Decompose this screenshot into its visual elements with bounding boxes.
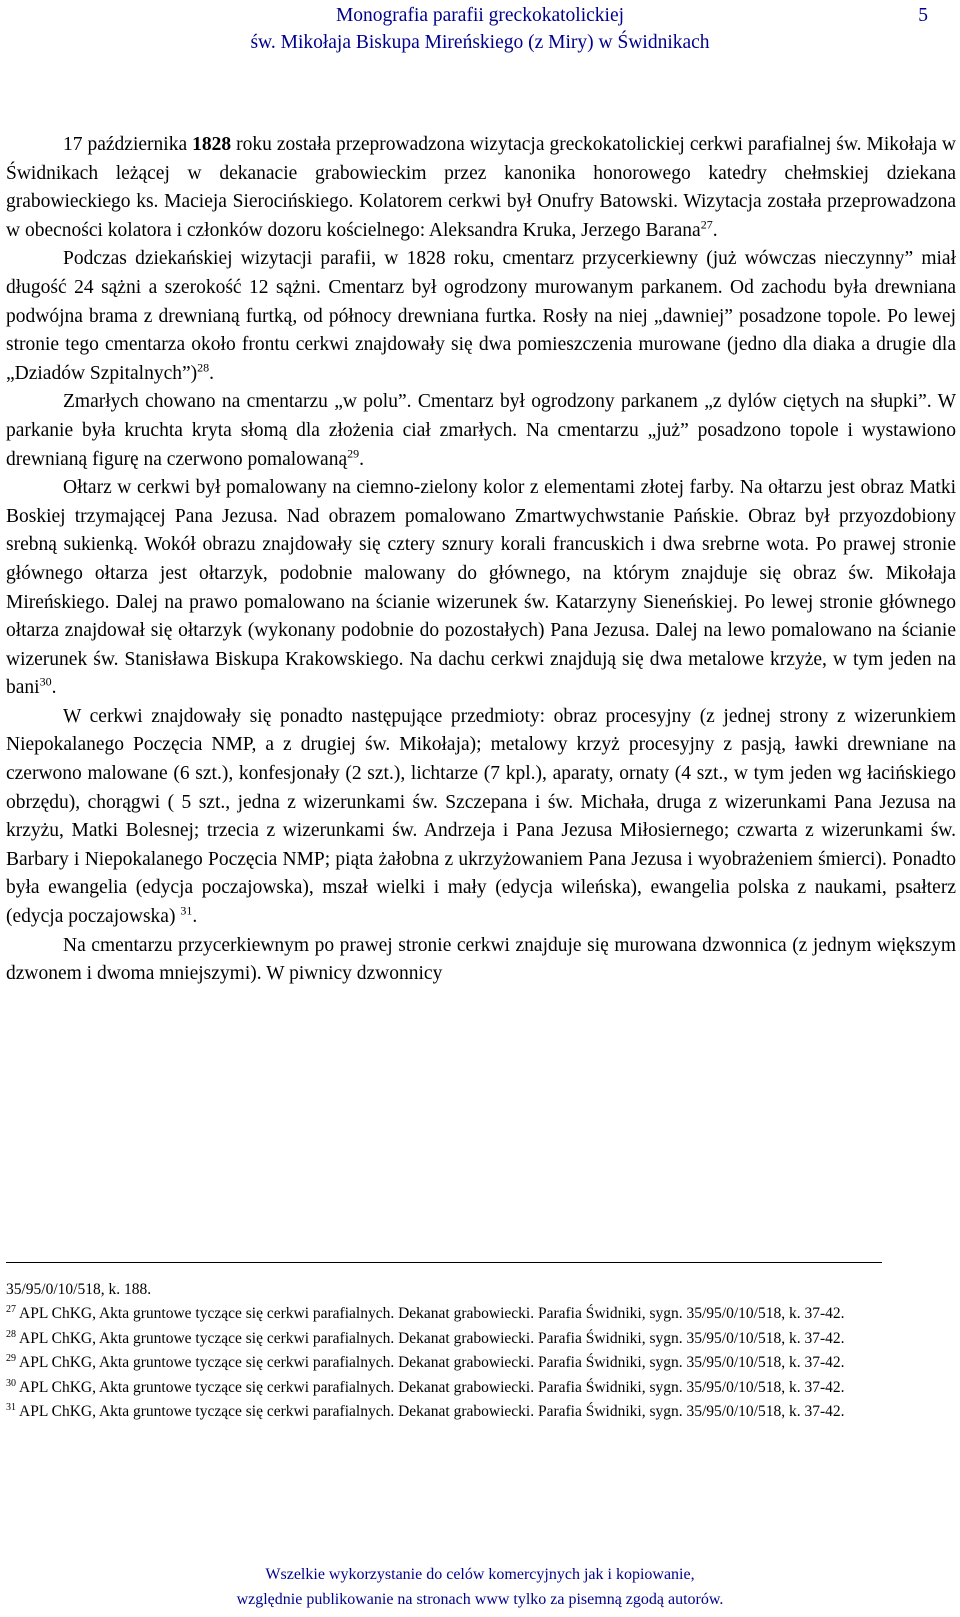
page-header (0, 0, 960, 64)
p3-text-a: Zmarłych chowano na cmentarzu „w polu”. Cmentarz był ogrodzony parkanem „z dylów ciętych na słupki”. W parkanie była kruchta kryta słomą dla złożenia ciał zmarłych. Na cmentarzu „już” posadzono topole i wystawiono drewnianą figurę na czerwono pomalowaną (6, 391, 956, 470)
p2-text-a: Podczas dziekańskiej wizytacji parafii, w 1828 roku, cmentarz przycerkiewny (już wówczas nieczynny” miał długość 24 sążni a szerokość 12 sążni. Cmentarz był ogrodzony murowanym parkanem. Od zachodu była drewniana podwójna brama z drewnianą furtką, od północy drewniana furtka. Rosły na niej „dawniej” posadzone topole. Po lewej stronie tego cmentarza około frontu cerkwi znajdowały się dwa pomieszczenia murowane (jedno dla diaka a drugie dla „Dziadów Szpitalnych”) (6, 248, 956, 384)
p3-text-b: . (359, 448, 364, 470)
p4-text-b: . (51, 677, 57, 699)
footnote-ref-29[interactable]: 29 (347, 446, 360, 461)
p2-text-b: . (209, 362, 215, 384)
p6-text-a: Na cmentarzu przycerkiewnym po prawej stronie cerkwi znajduje się murowana dzwonnica (z jednym większym dzwonem i dwoma mniejszymi). W piwnicy dzwonnicy (6, 934, 956, 985)
footnote-27 (6, 1302, 956, 1326)
footnote-28 (6, 1327, 956, 1351)
footnote-ref-28[interactable]: 28 (197, 360, 210, 375)
footnote-number: 29 (6, 1353, 16, 1365)
footnote-ref-30[interactable]: 30 (39, 674, 52, 689)
paragraph-2 (6, 245, 956, 388)
paragraph-1 (6, 131, 956, 245)
main-text (6, 131, 956, 989)
p1-text-e: . (712, 219, 718, 241)
p5-text-a: W cerkwi znajdowały się ponadto następujące przedmioty: obraz procesyjny (z jednej strony z wizerunkiem Niepokalanego Poczęcia NMP, a z drugiej św. Mikołaja); metalowy krzyż procesyjny z pasją, ławki drewniane na czerwono malowane (6 szt.), konfesjonały (2 szt.), lichtarze (7 kpl.), aparaty, ornaty (4 szt., w tym jeden wg łacińskiego obrzędu), chorągwi ( 5 szt., jedna z wizerunkami św. Szczepana i św. Michała, druga z wizerunkami Pana Jezusa na krzyżu, Matki Bolesnej; trzecia z wizerunkami św. Andrzeja i Pana Jezusa Miłosiernego; czwarta z wizerunkami św. Barbary i Niepokalanego Poczęcia NMP; piąta żałobna z ukrzyżowaniem Pana Jezusa i wyobrażeniem śmierci). Ponadto była ewangelia (edycja poczajowska), mszał wielki i mały (edycja wileńska), ewangelia polska z naukami, psałterz (edycja poczajowska) (6, 705, 956, 928)
footnotes (6, 1278, 956, 1424)
p1-text-d: Kolatorem cerkwi był Onufry Batowski. Wizytacja została przeprowadzona w obecności kolatora i członków dozoru kościelnego: Aleksandra Kruka, Jerzego Barana (6, 191, 957, 241)
p5-text-b: . (192, 906, 198, 928)
header-title-line2: św. Mikołaja Biskupa Mireńskiego (z Miry) w Świdnikach (250, 32, 710, 53)
p1-text-c: roku została przeprowadzona wizytacja greckokatolickiej cerkwi parafialnej św. Mikołaja w Świdnikach leżącej w dekanacie grabowieckim przez kanonika honorowego katedry chełmskiej dziekana grabowieckiego ks. Macieja Sierocińskiego. (6, 134, 956, 213)
footnote-number: 30 (6, 1377, 16, 1389)
footnote-text: APL ChKG, Akta gruntowe tyczące się cerkwi parafialnych. Dekanat grabowiecki. Parafia Świdniki, sygn. 35/95/0/10/518, k. 37-42. (19, 1305, 845, 1323)
footnote-text: APL ChKG, Akta gruntowe tyczące się cerkwi parafialnych. Dekanat grabowiecki. Parafia Świdniki, sygn. 35/95/0/10/518, k. 37-42. (19, 1329, 845, 1347)
footer-line2: względnie publikowanie na stronach www tylko za pisemną zgodą autorów. (236, 1591, 724, 1608)
footnote-31 (6, 1400, 956, 1424)
paragraph-6 (6, 932, 956, 989)
paragraph-3 (6, 388, 956, 474)
footnote-number: 27 (6, 1304, 16, 1316)
header-title (0, 2, 960, 56)
paragraph-4 (6, 474, 956, 703)
footnote-ref-31[interactable]: 31 (180, 903, 193, 918)
footnote-text: APL ChKG, Akta gruntowe tyczące się cerkwi parafialnych. Dekanat grabowiecki. Parafia Świdniki, sygn. 35/95/0/10/518, k. 37-42. (19, 1378, 845, 1396)
footnote-text: APL ChKG, Akta gruntowe tyczące się cerkwi parafialnych. Dekanat grabowiecki. Parafia Świdniki, sygn. 35/95/0/10/518, k. 37-42. (19, 1354, 845, 1372)
paragraph-5 (6, 703, 956, 932)
page-number: 5 (918, 5, 928, 26)
p1-year: 1828 (192, 134, 232, 155)
footnote-number: 31 (6, 1401, 16, 1413)
header-title-line1: Monografia parafii greckokatolickiej (335, 5, 625, 26)
footer-line1: Wszelkie wykorzystanie do celów komercyjnych jak i kopiowanie, (265, 1566, 695, 1583)
footnote-number: 28 (6, 1328, 16, 1340)
footnote-separator (6, 1262, 882, 1263)
p4-text-a: Ołtarz w cerkwi był pomalowany na ciemno-zielony kolor z elementami złotej farby. Na ołtarzu jest obraz Matki Boskiej trzymającej Pana Jezusa. Nad obrazem pomalowano Zmartwychwstanie Pańskie. Obraz był przyozdobiony srebną sukienką. Wokół obrazu znajdowały się cztery sznury korali francuskich i dwa srebrne wota. Po prawej stronie głównego ołtarza jest ołtarzyk, podobnie malowany do głównego, na którym znajduje się obraz św. Mikołaja Mireńskiego. Dalej na prawo pomalowano na ścianie wizerunek św. Katarzyny Sieneńskiej. Po lewej stronie głównego ołtarza znajdował się ołtarzyk (wykonany podobnie do pozostałych) Pana Jezusa. Dalej na lewo pomalowano na ścianie wizerunek św. Stanisława Biskupa Krakowskiego. Na dachu cerkwi znajdują się dwa metalowe krzyże, w tym jeden na bani (6, 477, 956, 699)
footnote-29 (6, 1351, 956, 1375)
footnote-ref-27[interactable]: 27 (700, 217, 713, 232)
footnote-continuation: 35/95/0/10/518, k. 188. (6, 1281, 152, 1298)
footnote-text: APL ChKG, Akta gruntowe tyczące się cerkwi parafialnych. Dekanat grabowiecki. Parafia Świdniki, sygn. 35/95/0/10/518, k. 37-42. (19, 1403, 845, 1421)
footnote-30 (6, 1376, 956, 1400)
page-footer (0, 1562, 960, 1612)
p1-text-a: 17 października (63, 134, 193, 155)
